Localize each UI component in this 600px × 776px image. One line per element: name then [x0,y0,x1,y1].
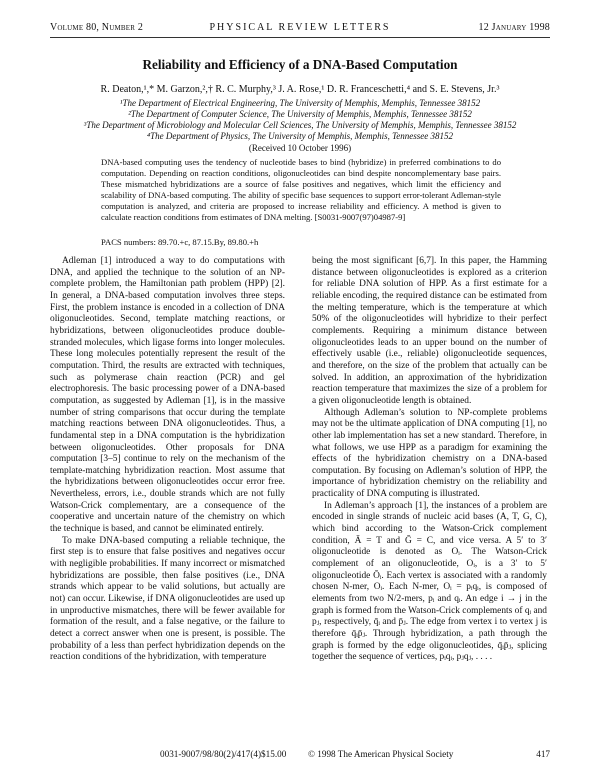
header-rule [50,37,550,38]
affiliation-2: ²The Department of Computer Science, The University of Memphis, Memphis, Tennessee 38152 [128,109,472,119]
left-paragraph-2: To make DNA-based computing a reliable technique, the first step is to ensure that false positives and negatives occur with negligible probabilities. If many incorrect or mismatched hybridizations are possible, then false positives (i.e., DNA strands which appear to be valid solutions, but actually are not) can occur. Likewise, if DNA oligonucleotides are used up in unproductive mismatches, there will be fewer available for formation of the result, and a false negative, or the failure to detect a correct answer when one is present, is possible. The probability of a less than perfect hybridization depends on the reaction conditions of the hybridization, with temperature [50,535,285,663]
footer-copyright: © 1998 The American Physical Society [308,749,454,759]
right-paragraph-3: In Adleman’s approach [1], the instances of a problem are encoded in single strands of nucleic acid bases (A, T, G, C), which bind according to the Watson-Crick complement condition, Ā = T and Ḡ = C, and vice versa. A 5′ to 3′ oligonucleotide is denoted as Oᵢ. The Watson-Crick complement of an oligonucleotide, Oᵢ, is a 3′ to 5′ oligonucleotide Ōᵢ. Each vertex is associated with a randomly chosen N-mer, Oᵢ. Each N-mer, Oᵢ = pᵢqᵢ, is composed of elements from two N/2-mers, pᵢ and qᵢ. An edge i → j in the graph is formed from the Watson-Crick complements of qᵢ and pⱼ, respectively, q̄ᵢ and p̄ⱼ. The edge from vertex i to vertex j is therefore q̄ᵢp̄ⱼ. Through hybridization, a path through the graph is formed by the edge oligonucleotides, q̄ᵢp̄ⱼ, splicing together the sequence of vertices, pᵢqᵢ, pⱼqⱼ, . . . . [312,500,547,663]
header-journal: PHYSICAL REVIEW LETTERS [209,22,391,33]
right-column [312,256,547,664]
right-paragraph-1: being the most significant [6,7]. In this paper, the Hamming distance between oligonucleotides is explored as a criterion for reliable DNA solution of HPP. As a first estimate for a reliable encoding, the required distance can be estimated from the melting temperature, which is the temperature at which 50% of the oligonucleotides will hybridize to their perfect complements. Requiring a minimum distance between oligonucleotides leads to an upper bound on the number of effectively usable (i.e., reliable) oligonucleotide sequences, and therefore, on the size of the problem that actually can be solved. In addition, an approximation of the hybridization reaction temperature that maximizes the size of a problem for a given oligonucleotide length is obtained. [312,256,547,406]
header-date: 12 January 1998 [478,22,550,33]
header-volume: Volume 80, Number 2 [50,22,144,33]
left-column [50,256,285,664]
left-paragraph-1: Adleman [1] introduced a way to do computations with DNA, and applied the technique to the solution of an NP-complete problem, the Hamiltonian path problem (HPP) [2]. In general, a DNA-based computation involves three steps. First, the problem instance is encoded in a collection of DNA oligonucleotides. Second, template matching reactions, or hybridizations, between oligonucleotides produce double-stranded molecules, which ligase forms into longer molecules. These long molecules potentially represent the result of the computation. Third, the results are extracted with techniques, such as polymerase chain reaction (PCR) and gel electrophoresis. The basic processing power of a DNA-based computation, as suggested by Adleman [1], is in the massive number of string comparisons that occur during the template matching reactions between DNA oligonucleotides. Thus, a fundamental step in a DNA computation is the hybridization between oligonucleotides. Other proposals for DNA computation [3–5] continue to rely on the mechanism of the template-matching hybridization reaction. Most assume that the hybridizations between oligonucleotides occur error free. Nevertheless, errors, i.e., double strands which are not fully Watson-Crick complementary, are a consequence of the cooperative and uncertain nature of the chemistry on which the technique is based, and cannot be eliminated entirely. [50,256,285,535]
author-list: R. Deaton,¹,* M. Garzon,²,† R. C. Murphy,³ J. A. Rose,¹ D. R. Franceschetti,⁴ and S. E. Stevens, Jr.³ [100,84,500,95]
affiliation-1: ¹The Department of Electrical Engineering, The University of Memphis, Memphis, Tennessee 38152 [119,98,481,108]
page-footer [50,749,550,761]
running-header [50,22,550,36]
page-number: 417 [536,749,550,759]
received-date: (Received 10 October 1996) [248,143,352,153]
affiliation-4: ⁴The Department of Physics, The University of Memphis, Memphis, Tennessee 38152 [146,131,453,141]
footer-code: 0031-9007/98/80(2)/417(4)$15.00 [160,749,287,759]
paper-title: Reliability and Efficiency of a DNA-Based Computation [142,57,458,72]
abstract: DNA-based computing uses the tendency of nucleotide bases to bind (hybridize) in preferred combinations to do computation. Depending on reaction conditions, oligonucleotides can bind despite noncomplementary base pairs. These mismatched hybridizations are a source of false positives and negatives, which limit the efficiency and scalability of DNA-based computing. The ability of specific base sequences to support error-tolerant Adleman-style computation is analyzed, and criteria are proposed to increase reliability and efficiency. A method is given to calculate reaction conditions from estimates of DNA melting. [S0031-9007(97)04987-9] [101,157,501,223]
pacs-numbers: PACS numbers: 89.70.+c, 87.15.By, 89.80.+h [101,237,259,247]
right-paragraph-2: Although Adleman’s solution to NP-complete problems may not be the ultimate application of DNA computing [1], no other lab implementation has set a new standard. Therefore, in what follows, we use HPP as a paradigm for examining the effects of the hybridization chemistry on a DNA-based computation. By focusing on Adleman’s solution of HPP, the importance of hybridization chemistry on the reliability and practicality of DNA computing is illustrated. [312,407,547,500]
affiliation-3: ³The Department of Microbiology and Molecular Cell Sciences, The University of Memphis, Memphis, Tennessee 38152 [83,120,517,130]
